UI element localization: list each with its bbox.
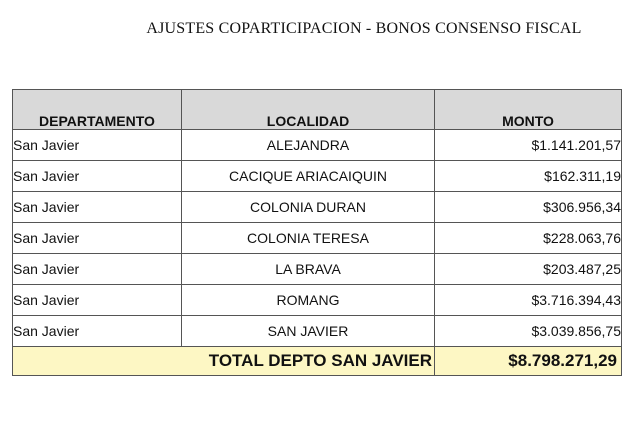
cell-localidad: COLONIA DURAN — [182, 192, 435, 223]
cell-localidad: COLONIA TERESA — [182, 223, 435, 254]
header-departamento: DEPARTAMENTO — [13, 90, 182, 130]
cell-monto: $228.063,76 — [435, 223, 622, 254]
header-localidad: LOCALIDAD — [182, 90, 435, 130]
table-row — [13, 254, 622, 285]
cell-localidad: LA BRAVA — [182, 254, 435, 285]
cell-departamento: San Javier — [13, 223, 182, 254]
table-row — [13, 161, 622, 192]
cell-localidad: ROMANG — [182, 285, 435, 316]
cell-monto: $3.039.856,75 — [435, 316, 622, 347]
table-header-row — [13, 90, 622, 130]
amounts-table — [12, 89, 622, 376]
cell-localidad: ALEJANDRA — [182, 130, 435, 161]
cell-departamento: San Javier — [13, 130, 182, 161]
total-row — [13, 347, 622, 376]
cell-departamento: San Javier — [13, 254, 182, 285]
cell-departamento: San Javier — [13, 285, 182, 316]
table-row — [13, 130, 622, 161]
table-row — [13, 223, 622, 254]
total-value: $8.798.271,29 — [435, 347, 622, 376]
cell-monto: $3.716.394,43 — [435, 285, 622, 316]
cell-monto: $162.311,19 — [435, 161, 622, 192]
table-row — [13, 192, 622, 223]
cell-departamento: San Javier — [13, 161, 182, 192]
table-row — [13, 316, 622, 347]
cell-monto: $306.956,34 — [435, 192, 622, 223]
table-row — [13, 285, 622, 316]
cell-departamento: San Javier — [13, 192, 182, 223]
document-title: AJUSTES COPARTICIPACION - BONOS CONSENSO FISCAL — [146, 20, 582, 37]
cell-monto: $1.141.201,57 — [435, 130, 622, 161]
cell-localidad: CACIQUE ARIACAIQUIN — [182, 161, 435, 192]
cell-departamento: San Javier — [13, 316, 182, 347]
total-label: TOTAL DEPTO SAN JAVIER — [13, 347, 435, 376]
cell-localidad: SAN JAVIER — [182, 316, 435, 347]
header-monto: MONTO — [435, 90, 622, 130]
cell-monto: $203.487,25 — [435, 254, 622, 285]
